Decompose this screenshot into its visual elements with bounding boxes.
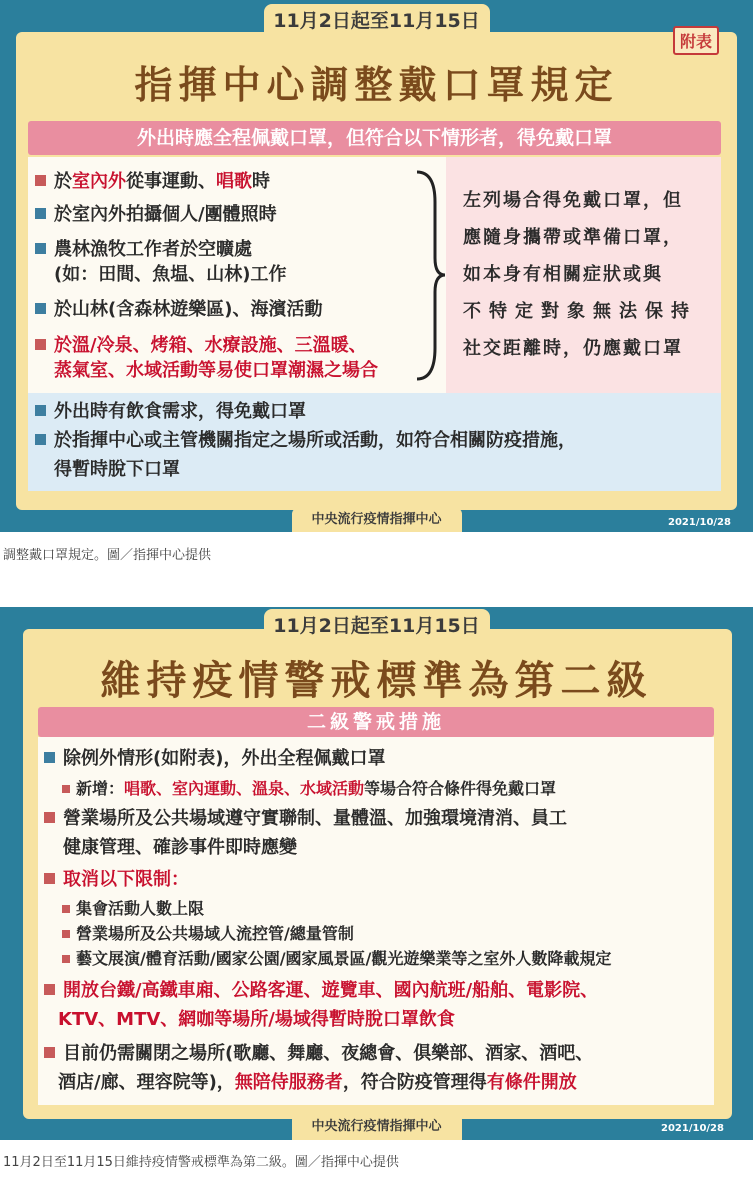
bullet-icon bbox=[35, 208, 46, 219]
bullet-icon bbox=[44, 873, 55, 884]
page-title: 指揮中心調整戴口罩規定 bbox=[134, 63, 619, 107]
appendix-tag: 附表 bbox=[673, 26, 719, 55]
list-item: 於山林(含森林遊樂區)、海濱活動 bbox=[35, 298, 322, 322]
list-item-cont: 健康管理、確診事件即時應變 bbox=[63, 837, 297, 858]
sub-item: 藝文展演/體育活動/國家公園/國家風景區/觀光遊樂業等之室外人數降載規定 bbox=[62, 947, 611, 971]
subtitle-bar: 外出時應全程佩戴口罩，但符合以下情形者，得免戴口罩 bbox=[28, 121, 721, 155]
image-caption: 11月2日至11月15日維持疫情警戒標準為第二級。圖／指揮中心提供 bbox=[3, 1155, 399, 1170]
poster-mask-rules bbox=[0, 0, 753, 532]
list-item: 取消以下限制： bbox=[44, 868, 189, 892]
bullet-icon bbox=[35, 405, 46, 416]
list-item: 除例外情形(如附表)，外出全程佩戴口罩 bbox=[44, 747, 385, 771]
bullet-icon bbox=[35, 303, 46, 314]
bullet-icon bbox=[44, 984, 55, 995]
bullet-icon bbox=[62, 930, 70, 938]
date-tab: 11月2日起至11月15日 bbox=[264, 609, 490, 643]
bullet-icon bbox=[35, 175, 46, 186]
bullet-icon bbox=[44, 812, 55, 823]
list-item: 於指揮中心或主管機關指定之場所或活動，如符合相關防疫措施， bbox=[35, 429, 576, 453]
note-line: 如本身有相關症狀或與 bbox=[463, 264, 663, 285]
subtitle-bar: 二級警戒措施 bbox=[38, 707, 714, 737]
note-line: 應隨身攜帶或準備口罩， bbox=[463, 227, 683, 248]
list-item: 外出時有飲食需求，得免戴口罩 bbox=[35, 400, 306, 424]
date-stamp: 2021/10/28 bbox=[668, 517, 731, 528]
bullet-icon bbox=[35, 434, 46, 445]
bullet-icon bbox=[62, 955, 70, 963]
list-item: 開放台鐵/高鐵車廂、公路客運、遊覽車、國內航班/船舶、電影院、 bbox=[44, 979, 598, 1003]
footer-agency: 中央流行疫情指揮中心 bbox=[292, 1114, 462, 1140]
note-line: 不特定對象無法保持 bbox=[463, 301, 697, 322]
poster-alert-level bbox=[0, 607, 753, 1140]
list-item-cont: (如：田間、魚塭、山林)工作 bbox=[54, 264, 287, 285]
bullet-icon bbox=[62, 905, 70, 913]
sub-item: 營業場所及公共場域人流控管/總量管制 bbox=[62, 922, 354, 946]
list-item-cont: 得暫時脫下口罩 bbox=[54, 459, 180, 480]
sub-item: 集會活動人數上限 bbox=[62, 897, 204, 921]
note-line: 社交距離時，仍應戴口罩 bbox=[463, 338, 683, 359]
list-item: 於室內外從事運動、唱歌時 bbox=[35, 170, 270, 194]
list-item: 目前仍需關閉之場所(歌廳、舞廳、夜總會、俱樂部、酒家、酒吧、 bbox=[44, 1042, 593, 1066]
note-line: 左列場合得免戴口罩，但 bbox=[463, 190, 683, 211]
list-item-cont: KTV、MTV、網咖等場所/場域得暫時脫口罩飲食 bbox=[58, 1009, 455, 1030]
bullet-icon bbox=[44, 1047, 55, 1058]
list-item: 於室內外拍攝個人/團體照時 bbox=[35, 203, 277, 227]
list-item: 營業場所及公共場域遵守實聯制、量體溫、加強環境清消、員工 bbox=[44, 807, 567, 831]
bullet-icon bbox=[62, 785, 70, 793]
brace-icon bbox=[413, 168, 447, 383]
list-item: 於溫/冷泉、烤箱、水療設施、三溫暖、 bbox=[35, 334, 367, 358]
bullet-icon bbox=[35, 339, 46, 350]
sub-item: 新增：唱歌、室內運動、溫泉、水域活動等場合符合條件得免戴口罩 bbox=[62, 777, 556, 801]
image-caption: 調整戴口罩規定。圖／指揮中心提供 bbox=[3, 548, 212, 563]
footer-agency: 中央流行疫情指揮中心 bbox=[292, 508, 462, 532]
list-item: 農林漁牧工作者於空曠處 bbox=[35, 238, 252, 262]
date-stamp: 2021/10/28 bbox=[661, 1123, 724, 1134]
page-title: 維持疫情警戒標準為第二級 bbox=[100, 658, 653, 704]
list-item-cont: 酒店/廊、理容院等)，無陪侍服務者，符合防疫管理得有條件開放 bbox=[58, 1072, 577, 1093]
bullet-icon bbox=[35, 243, 46, 254]
date-tab: 11月2日起至11月15日 bbox=[264, 4, 490, 38]
list-item-cont: 蒸氣室、水域活動等易使口罩潮濕之場合 bbox=[54, 360, 378, 381]
bullet-icon bbox=[44, 752, 55, 763]
